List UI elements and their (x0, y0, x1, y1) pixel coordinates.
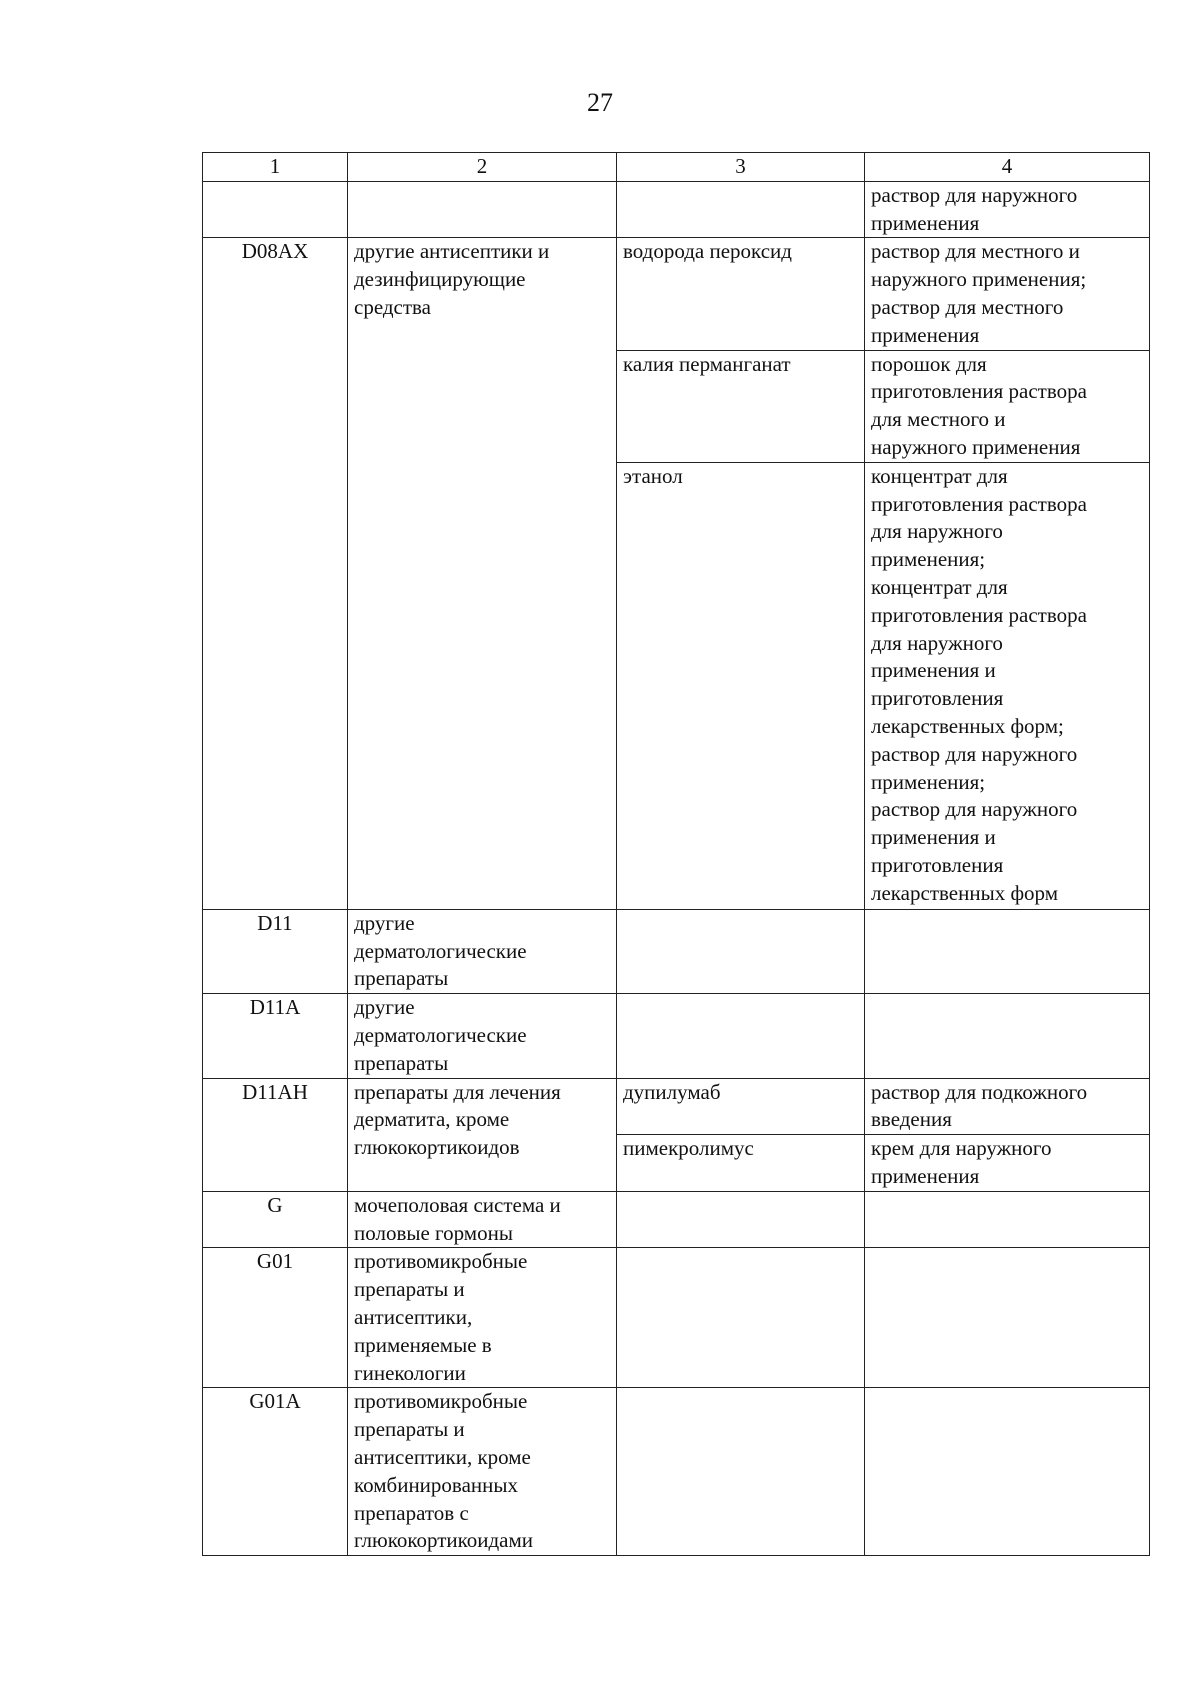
code-cell (203, 181, 348, 238)
drug-cell: водорода пероксид (617, 238, 865, 350)
table-row (203, 238, 1150, 350)
code-cell: D11 (203, 909, 348, 993)
drug-cell (617, 1388, 865, 1556)
group-cell: противомикробные препараты и антисептики, применяемые в гинекологии (348, 1248, 617, 1388)
form-cell: раствор для местного и наружного применения; раствор для местного применения (865, 238, 1150, 350)
table-row (203, 994, 1150, 1078)
drug-table (202, 152, 1150, 1556)
code-cell: G (203, 1191, 348, 1248)
drug-cell: этанол (617, 462, 865, 909)
page-number: 27 (587, 88, 613, 117)
code-cell: G01A (203, 1388, 348, 1556)
column-header-2: 2 (348, 153, 617, 182)
form-cell: порошок для приготовления раствора для местного и наружного применения (865, 350, 1150, 462)
form-cell (865, 1191, 1150, 1248)
group-cell: другие дерматологические препараты (348, 909, 617, 993)
group-cell: другие дерматологические препараты (348, 994, 617, 1078)
drug-cell: калия перманганат (617, 350, 865, 462)
code-cell: G01 (203, 1248, 348, 1388)
drug-cell (617, 1191, 865, 1248)
code-cell: D11AH (203, 1078, 348, 1191)
group-cell (348, 181, 617, 238)
form-cell: раствор для подкожного введения (865, 1078, 1150, 1135)
group-cell: противомикробные препараты и антисептики, кроме комбинированных препаратов с глюкокортикоидами (348, 1388, 617, 1556)
table-row (203, 1388, 1150, 1556)
group-cell: другие антисептики и дезинфицирующие средства (348, 238, 617, 909)
group-cell: препараты для лечения дерматита, кроме глюкокортикоидов (348, 1078, 617, 1191)
column-header-1: 1 (203, 153, 348, 182)
table-row (203, 909, 1150, 993)
table-header-row (203, 153, 1150, 182)
group-cell: мочеполовая система и половые гормоны (348, 1191, 617, 1248)
column-header-3: 3 (617, 153, 865, 182)
drug-cell: пимекролимус (617, 1135, 865, 1192)
drug-cell (617, 994, 865, 1078)
form-cell: крем для наружного применения (865, 1135, 1150, 1192)
column-header-4: 4 (865, 153, 1150, 182)
table-row (203, 1191, 1150, 1248)
table-row (203, 181, 1150, 238)
code-cell: D11A (203, 994, 348, 1078)
form-cell (865, 1248, 1150, 1388)
form-cell: раствор для наружного применения (865, 181, 1150, 238)
form-cell (865, 1388, 1150, 1556)
table-row (203, 1078, 1150, 1135)
form-cell (865, 994, 1150, 1078)
form-cell (865, 909, 1150, 993)
table-row (203, 1248, 1150, 1388)
form-cell: концентрат для приготовления раствора для наружного применения; концентрат для приготовления раствора для наружного применения и приготовления лекарственных форм; раствор для наружного применения; раствор для наружного применения и приготовления лекарственных форм (865, 462, 1150, 909)
drug-cell (617, 181, 865, 238)
code-cell: D08AX (203, 238, 348, 909)
drug-cell: дупилумаб (617, 1078, 865, 1135)
drug-cell (617, 1248, 865, 1388)
drug-cell (617, 909, 865, 993)
